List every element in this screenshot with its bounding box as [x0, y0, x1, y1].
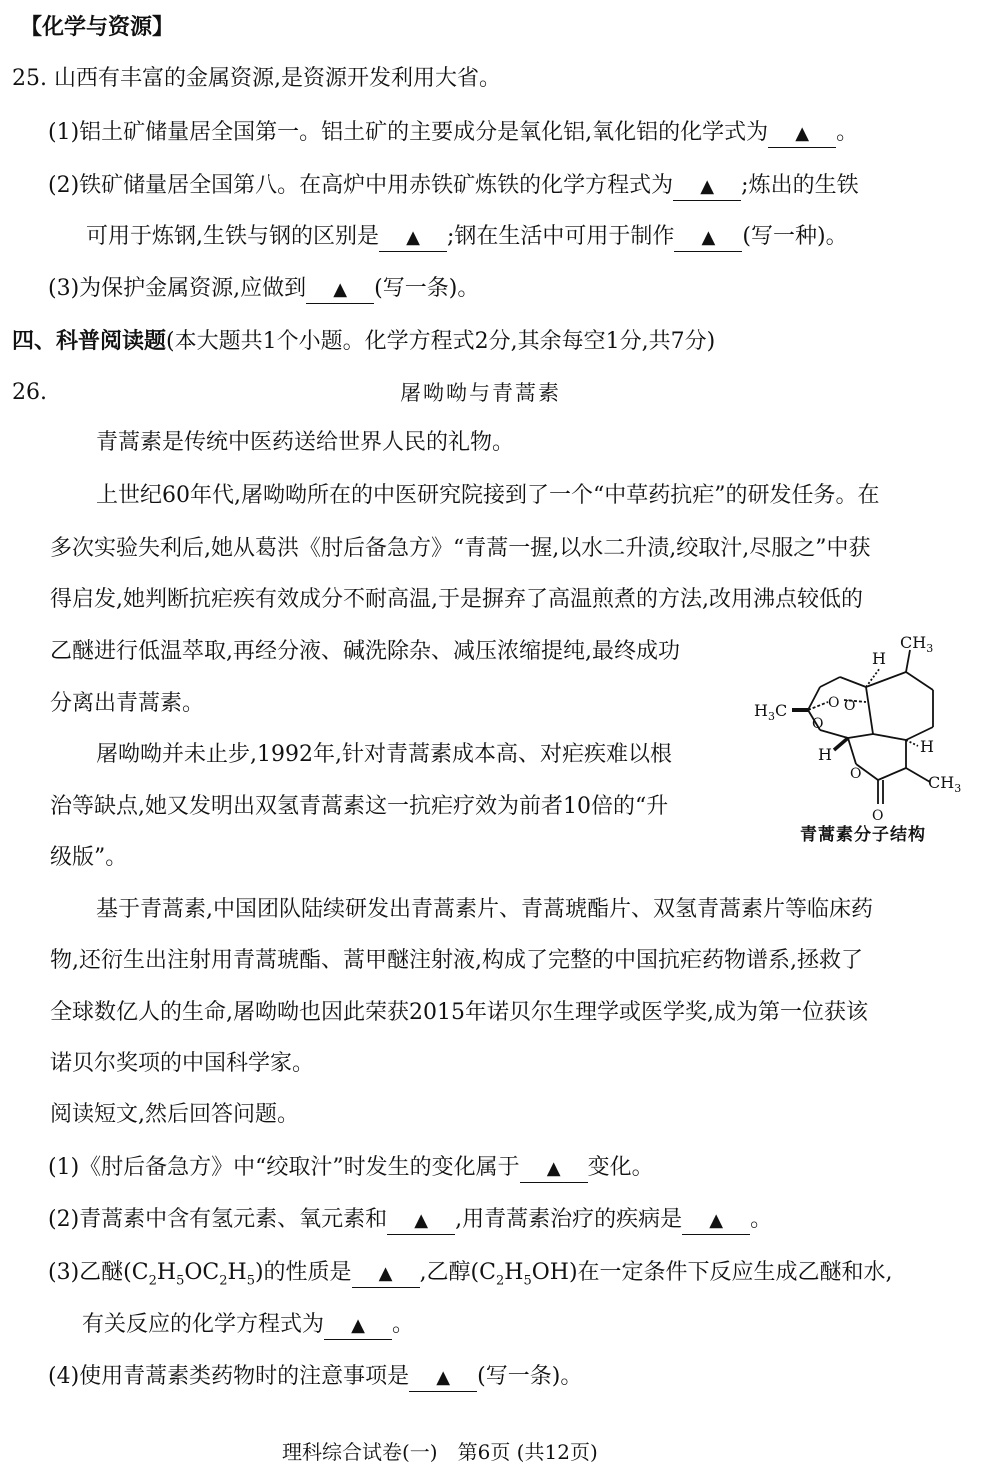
- q26-sub3-c: OC: [184, 1260, 220, 1285]
- o-lactone-label: O: [850, 766, 862, 782]
- answer-blank[interactable]: [409, 1364, 477, 1392]
- answer-blank[interactable]: [352, 1260, 420, 1288]
- page-footer: 理科综合试卷(一) 第6页 (共12页): [282, 1440, 598, 1464]
- subscript: 5: [523, 1273, 532, 1289]
- q25-part2-line2-a: 可用于炼钢,生铁与钢的区别是: [86, 224, 379, 249]
- q25-stem-text: 山西有丰富的金属资源,是资源开发利用大省。: [54, 66, 501, 91]
- blank-triangle-icon: ▲: [546, 1158, 561, 1179]
- article-title: 屠呦呦与青蒿素: [400, 381, 561, 405]
- q25-part1: [48, 118, 858, 148]
- q26-sub3-h: OH)在一定条件下反应生成乙醚和水,: [531, 1260, 893, 1285]
- subscript: 2: [148, 1273, 157, 1289]
- answer-blank[interactable]: [324, 1312, 392, 1340]
- blank-triangle-icon: ▲: [351, 1315, 365, 1336]
- q26-sub3-end: 。: [392, 1312, 415, 1337]
- q26-sub1-end: 变化。: [587, 1155, 654, 1180]
- o-peroxide-label: O: [828, 695, 840, 711]
- q25-part3-end: (写一条)。: [374, 276, 480, 301]
- q26-sub3-line2: [82, 1310, 414, 1340]
- answer-blank[interactable]: [673, 173, 741, 201]
- q25-part2-text-b: ;炼出的生铁: [741, 173, 859, 198]
- blank-triangle-icon: ▲: [406, 227, 420, 248]
- figure-caption: 青蒿素分子结构: [800, 825, 926, 845]
- bond: [878, 768, 906, 780]
- q25-part2: [48, 171, 859, 201]
- para2-line1: 上世纪60年代,屠呦呦所在的中医研究院接到了一个“中草药抗疟”的研发任务。在: [96, 483, 880, 508]
- o-ring-label: O: [812, 716, 824, 732]
- bond: [848, 734, 873, 738]
- q25-part3: [48, 274, 479, 304]
- subscript: 5: [246, 1273, 255, 1289]
- q26-sub2-text-a: (2)青蒿素中含有氢元素、氧元素和: [48, 1207, 388, 1232]
- para4-line3: 全球数亿人的生命,屠呦呦也因此荣获2015年诺贝尔生理学或医学奖,成为第一位获该: [50, 1000, 868, 1025]
- section-heading: 【化学与资源】: [20, 14, 175, 40]
- para3-line3: 级版”。: [50, 845, 128, 870]
- o-peroxide2-label: O: [844, 698, 856, 714]
- q25-part2-line2-b: ;钢在生活中可用于制作: [447, 224, 675, 249]
- bond: [906, 650, 910, 672]
- q26-sub3: [48, 1258, 893, 1296]
- bond: [906, 740, 918, 746]
- q26-sub2: [48, 1205, 772, 1235]
- h-top-label: H: [872, 649, 886, 668]
- q26-sub4: [48, 1362, 582, 1392]
- q26-sub3-line2-text: 有关反应的化学方程式为: [82, 1312, 325, 1337]
- q26-sub4-end: (写一条)。: [477, 1364, 583, 1389]
- q25-number: 25.: [12, 66, 47, 91]
- blank-triangle-icon: ▲: [436, 1367, 451, 1388]
- subscript: 2: [219, 1273, 228, 1289]
- q26-sub2-end: 。: [750, 1207, 773, 1232]
- q26-sub1-text: (1)《肘后备急方》中“绞取汁”时发生的变化属于: [48, 1155, 520, 1180]
- q26-sub3-f: ,乙醇(C: [419, 1260, 496, 1285]
- answer-blank[interactable]: [682, 1207, 750, 1235]
- blank-triangle-icon: ▲: [701, 227, 716, 248]
- para2-line3: 得启发,她判断抗疟疾有效成分不耐高温,于是摒弃了高温煎煮的方法,改用沸点较低的: [50, 587, 863, 612]
- q25-stem: [12, 64, 501, 94]
- answer-blank[interactable]: [306, 276, 374, 304]
- part4-note: (本大题共1个小题。化学方程式2分,其余每空1分,共7分): [166, 329, 716, 354]
- bond: [848, 738, 856, 764]
- h-left-label: H: [818, 745, 832, 764]
- subscript: 5: [176, 1273, 185, 1289]
- answer-blank[interactable]: [674, 224, 742, 252]
- para4-line2: 物,还衍生出注射用青蒿琥酯、蒿甲醚注射液,构成了完整的中国抗疟药物谱系,拯救了: [50, 948, 863, 973]
- ch3-left-label: $H_3C$: [754, 701, 788, 723]
- q25-part2-line2-c: (写一种)。: [742, 224, 848, 249]
- para1: 青蒿素是传统中医药送给世界人民的礼物。: [96, 430, 515, 455]
- bond: [873, 734, 906, 740]
- para4-line4: 诺贝尔奖项的中国科学家。: [50, 1051, 315, 1076]
- bond: [820, 677, 840, 687]
- q26-sub3-d: H: [227, 1260, 247, 1285]
- o-carbonyl-label: O: [872, 808, 884, 822]
- para4-line1: 基于青蒿素,中国团队陆续研发出青蒿素片、青蒿琥酯片、双氢青蒿素片等临床药: [96, 897, 873, 922]
- part4-heading: 四、科普阅读题: [12, 328, 167, 354]
- q25-part1-text: (1)铝土矿储量居全国第一。铝土矿的主要成分是氧化铝,氧化铝的化学式为: [48, 120, 769, 145]
- q26-sub2-text-b: ,用青蒿素治疗的疾病是: [455, 1207, 683, 1232]
- q25-part3-text: (3)为保护金属资源,应做到: [48, 276, 307, 301]
- q25-part2-text-a: (2)铁矿储量居全国第八。在高炉中用赤铁矿炼铁的化学方程式为: [48, 173, 674, 198]
- bond: [906, 768, 930, 782]
- subscript: 2: [495, 1273, 505, 1289]
- part4-heading-line: [12, 326, 715, 357]
- blank-triangle-icon: ▲: [414, 1210, 429, 1231]
- q26-sub1: [48, 1153, 654, 1183]
- bond: [906, 672, 933, 690]
- h-right-label: H: [920, 737, 934, 756]
- q26-sub3-g: H: [504, 1260, 524, 1285]
- q26-sub3-e: )的性质是: [254, 1260, 352, 1285]
- q25-part2-line2: [86, 222, 848, 252]
- ch3-top-label: $CH_3$: [900, 633, 934, 655]
- para2-line2: 多次实验失利后,她从葛洪《肘后备急方》“青蒿一握,以水二升渍,绞取汁,尽服之”中获: [50, 536, 871, 561]
- answer-blank[interactable]: [387, 1207, 455, 1235]
- blank-triangle-icon: ▲: [378, 1263, 393, 1284]
- blank-triangle-icon: ▲: [333, 279, 348, 300]
- q26-sub3-b: H: [156, 1260, 177, 1285]
- blank-triangle-icon: ▲: [700, 176, 715, 197]
- q26-number: 26.: [12, 380, 47, 405]
- para3-line1: 屠呦呦并未止步,1992年,针对青蒿素成本高、对疟疾难以根: [96, 742, 672, 767]
- reading-instruction: 阅读短文,然后回答问题。: [50, 1102, 299, 1127]
- para2-line4: 乙醚进行低温萃取,再经分液、碱洗除杂、减压浓缩提纯,最终成功: [50, 639, 680, 664]
- blank-triangle-icon: ▲: [709, 1210, 724, 1231]
- artemisinin-structure-diagram: [748, 632, 974, 822]
- para3-line2: 治等缺点,她又发明出双氢青蒿素这一抗疟疗效为前者10倍的“升: [50, 794, 669, 819]
- q26-sub4-text: (4)使用青蒿素类药物时的注意事项是: [48, 1364, 410, 1389]
- answer-blank[interactable]: [379, 224, 447, 252]
- bond: [840, 677, 866, 687]
- para2-line5: 分离出青蒿素。: [50, 691, 205, 716]
- bond: [834, 738, 848, 750]
- bond: [866, 687, 873, 734]
- blank-triangle-icon: ▲: [795, 123, 810, 144]
- answer-blank[interactable]: [520, 1155, 588, 1183]
- q26-sub3-a: (3)乙醚(C: [48, 1260, 149, 1285]
- ch3-right-label: $CH_3$: [928, 773, 962, 795]
- answer-blank[interactable]: [768, 120, 836, 148]
- bond: [820, 730, 848, 738]
- q25-part1-end: 。: [836, 120, 859, 145]
